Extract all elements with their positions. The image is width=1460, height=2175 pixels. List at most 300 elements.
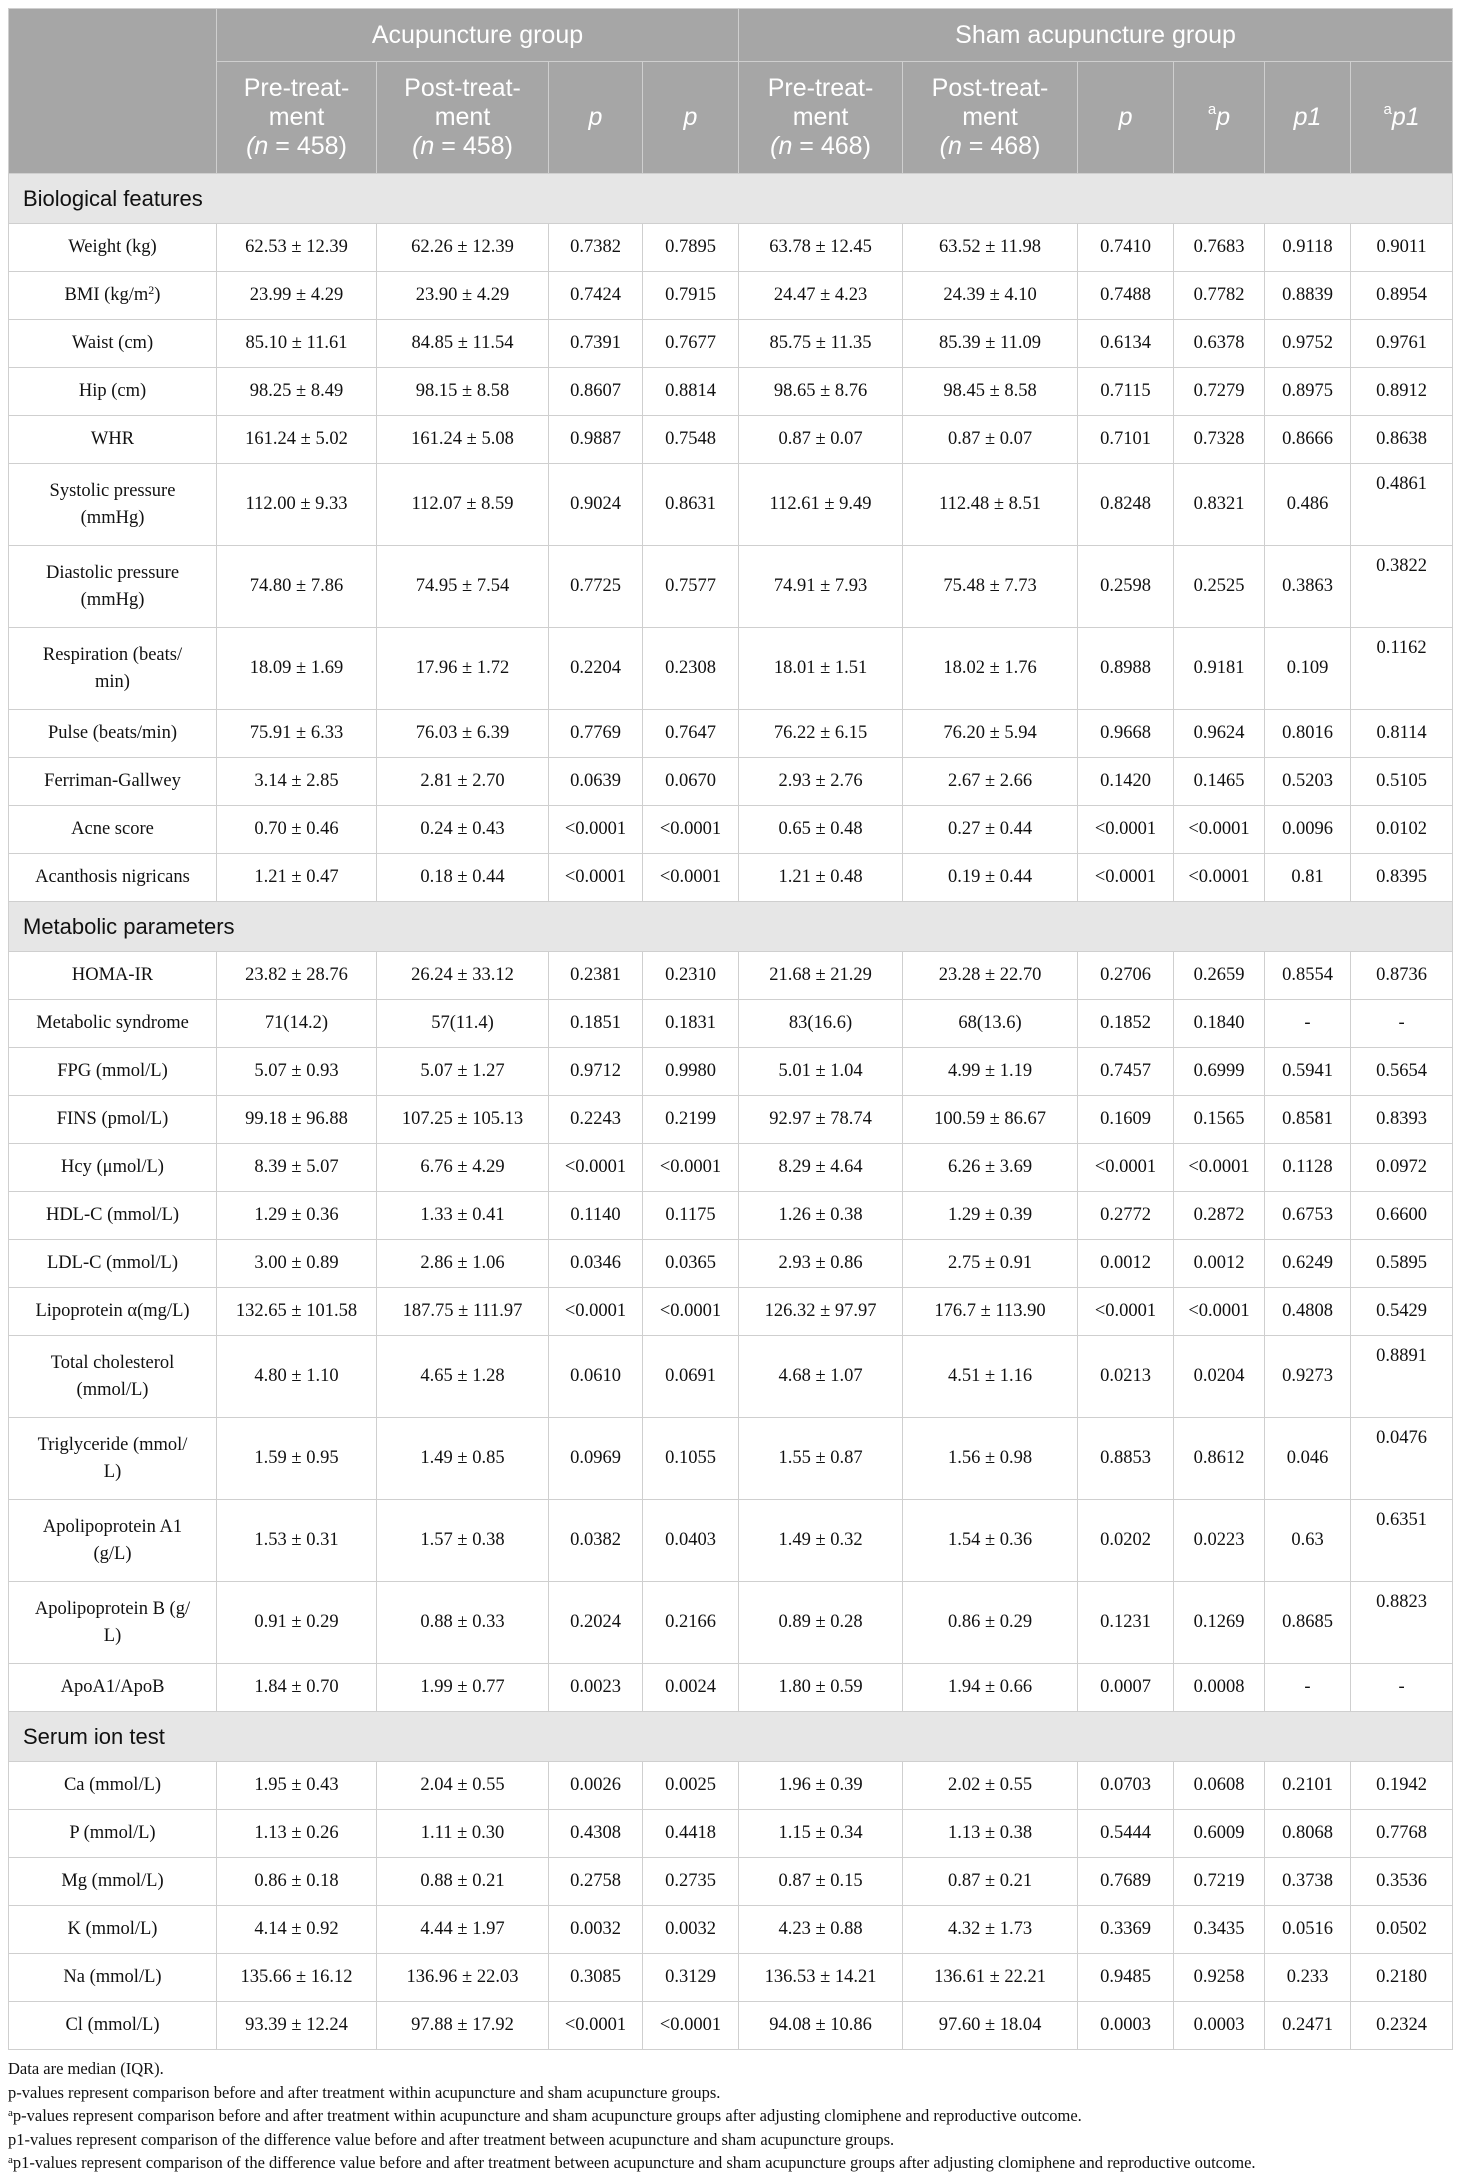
table-row [9,1664,1453,1712]
table-cell: 0.1269 [1174,1582,1265,1664]
col-header-post-acu: Post-treat- ment (n = 458) [377,62,549,174]
table-row [9,758,1453,806]
table-cell: 1.33 ± 0.41 [377,1192,549,1240]
table-cell: 57(11.4) [377,1000,549,1048]
table-cell: 0.5654 [1351,1048,1453,1096]
table-cell: 0.0476 [1351,1418,1453,1500]
table-cell: 1.54 ± 0.36 [903,1500,1078,1582]
table-cell: 0.3822 [1351,546,1453,628]
table-cell: 0.1831 [643,1000,739,1048]
table-body [9,174,1453,2050]
table-cell: 0.9761 [1351,320,1453,368]
table-cell: 24.39 ± 4.10 [903,272,1078,320]
col-header-pre-sham: Pre-treat- ment (n = 468) [739,62,903,174]
table-cell: 0.9181 [1174,628,1265,710]
table-cell: 132.65 ± 101.58 [217,1288,377,1336]
table-cell: 4.23 ± 0.88 [739,1906,903,1954]
table-cell: 1.26 ± 0.38 [739,1192,903,1240]
table-cell: 0.0032 [549,1906,643,1954]
table-cell: 0.0003 [1078,2002,1174,2050]
table-cell: 71(14.2) [217,1000,377,1048]
table-cell: 1.53 ± 0.31 [217,1500,377,1582]
table-cell: 0.2471 [1265,2002,1351,2050]
row-label: Acne score [9,806,217,854]
table-cell: 0.63 [1265,1500,1351,1582]
table-cell: - [1351,1664,1453,1712]
table-cell: 0.1055 [643,1418,739,1500]
table-cell: 76.03 ± 6.39 [377,710,549,758]
table-cell: 4.99 ± 1.19 [903,1048,1078,1096]
table-cell: 0.8321 [1174,464,1265,546]
table-cell: 62.26 ± 12.39 [377,224,549,272]
table-cell: 112.07 ± 8.59 [377,464,549,546]
table-cell: 0.19 ± 0.44 [903,854,1078,902]
table-cell: 0.8607 [549,368,643,416]
table-cell: 85.39 ± 11.09 [903,320,1078,368]
col-header-pre-acu: Pre-treat- ment (n = 458) [217,62,377,174]
table-cell: 97.88 ± 17.92 [377,2002,549,2050]
table-cell: 0.1140 [549,1192,643,1240]
table-cell: 0.9273 [1265,1336,1351,1418]
table-row [9,1810,1453,1858]
row-label: Acanthosis nigricans [9,854,217,902]
table-cell: 0.5429 [1351,1288,1453,1336]
table-cell: 0.5105 [1351,758,1453,806]
table-container [8,8,1452,2175]
table-cell: 0.1231 [1078,1582,1174,1664]
table-cell: 1.29 ± 0.36 [217,1192,377,1240]
table-cell: 75.91 ± 6.33 [217,710,377,758]
table-cell: 0.8891 [1351,1336,1453,1418]
table-cell: 0.5941 [1265,1048,1351,1096]
table-cell: 0.4418 [643,1810,739,1858]
row-label: Ferriman-Gallwey [9,758,217,806]
table-row [9,1582,1453,1664]
table-row [9,628,1453,710]
table-cell: 0.8114 [1351,710,1453,758]
table-row [9,1096,1453,1144]
table-cell: 0.1128 [1265,1144,1351,1192]
row-label: Apolipoprotein B (g/ L) [9,1582,217,1664]
table-cell: 0.046 [1265,1418,1351,1500]
section-title: Biological features [9,174,1453,224]
table-cell: 0.3536 [1351,1858,1453,1906]
table-cell: 0.0032 [643,1906,739,1954]
table-cell: 0.9118 [1265,224,1351,272]
table-cell: 0.6249 [1265,1240,1351,1288]
table-cell: 0.87 ± 0.07 [903,416,1078,464]
table-cell: 5.01 ± 1.04 [739,1048,903,1096]
table-cell: 0.88 ± 0.33 [377,1582,549,1664]
table-cell: 0.9485 [1078,1954,1174,2002]
table-cell: 4.65 ± 1.28 [377,1336,549,1418]
table-row [9,224,1453,272]
table-row [9,1336,1453,1418]
table-cell: 0.7457 [1078,1048,1174,1096]
table-cell: 112.00 ± 9.33 [217,464,377,546]
table-cell: 0.0346 [549,1240,643,1288]
table-cell: 0.9668 [1078,710,1174,758]
table-row [9,1906,1453,1954]
table-cell: <0.0001 [1078,854,1174,902]
table-cell: 0.0382 [549,1500,643,1582]
results-table [8,8,1453,2050]
row-label: Metabolic syndrome [9,1000,217,1048]
table-cell: 1.11 ± 0.30 [377,1810,549,1858]
table-cell: 0.6600 [1351,1192,1453,1240]
table-cell: <0.0001 [643,2002,739,2050]
table-cell: 0.0026 [549,1762,643,1810]
row-label: Triglyceride (mmol/ L) [9,1418,217,1500]
table-cell: <0.0001 [643,854,739,902]
table-cell: 0.2180 [1351,1954,1453,2002]
table-cell: 0.0639 [549,758,643,806]
table-row [9,710,1453,758]
table-cell: 0.9024 [549,464,643,546]
table-cell: 0.3435 [1174,1906,1265,1954]
table-row [9,1048,1453,1096]
table-cell: 99.18 ± 96.88 [217,1096,377,1144]
table-cell: 0.8638 [1351,416,1453,464]
table-cell: 0.2872 [1174,1192,1265,1240]
table-cell: <0.0001 [549,806,643,854]
table-cell: 2.75 ± 0.91 [903,1240,1078,1288]
table-cell: 1.56 ± 0.98 [903,1418,1078,1500]
table-cell: 4.44 ± 1.97 [377,1906,549,1954]
table-cell: 0.9752 [1265,320,1351,368]
table-cell: 176.7 ± 113.90 [903,1288,1078,1336]
table-cell: 85.75 ± 11.35 [739,320,903,368]
section-header-row [9,174,1453,224]
table-cell: 107.25 ± 105.13 [377,1096,549,1144]
table-cell: 0.1840 [1174,1000,1265,1048]
table-cell: 0.0007 [1078,1664,1174,1712]
table-row [9,1500,1453,1582]
table-cell: <0.0001 [643,806,739,854]
footnote: $^a$p1-values represent comparison of the difference value before and after treatment between acupuncture and sham acupuncture groups after adjusting clomiphene and reproductive outcome. [8,2153,1256,2172]
table-cell: 0.8393 [1351,1096,1453,1144]
table-cell: <0.0001 [1174,1288,1265,1336]
table-cell: 0.0403 [643,1500,739,1582]
table-cell: 2.86 ± 1.06 [377,1240,549,1288]
table-cell: 0.1851 [549,1000,643,1048]
table-cell: 0.3369 [1078,1906,1174,1954]
table-cell: 0.8839 [1265,272,1351,320]
col-header-p-sham: p [1078,62,1174,174]
row-label: Na (mmol/L) [9,1954,217,2002]
table-cell: 0.109 [1265,628,1351,710]
row-label: Systolic pressure (mmHg) [9,464,217,546]
table-row [9,1144,1453,1192]
footnote: p1-values represent comparison of the difference value before and after treatment between acupuncture and sham acupuncture groups. [8,2129,895,2149]
table-cell: 0.7424 [549,272,643,320]
table-cell: 0.9712 [549,1048,643,1096]
table-cell: 98.15 ± 8.58 [377,368,549,416]
table-cell: 92.97 ± 78.74 [739,1096,903,1144]
table-cell: 0.7548 [643,416,739,464]
row-label: Weight (kg) [9,224,217,272]
table-cell: 0.2772 [1078,1192,1174,1240]
table-cell: 0.89 ± 0.28 [739,1582,903,1664]
table-cell: 0.3129 [643,1954,739,2002]
table-cell: 0.87 ± 0.07 [739,416,903,464]
table-cell: 93.39 ± 12.24 [217,2002,377,2050]
table-row [9,1762,1453,1810]
header-empty-cell [9,9,217,174]
table-cell: 136.53 ± 14.21 [739,1954,903,2002]
table-cell: 0.8685 [1265,1582,1351,1664]
footnote: $^a$p-values represent comparison before and after treatment within acupuncture and sham acupuncture groups after adjusting clomiphene and reproductive outcome. [8,2106,1082,2125]
table-row [9,952,1453,1000]
table-cell: 0.7219 [1174,1858,1265,1906]
table-cell: 0.6753 [1265,1192,1351,1240]
table-cell: 0.81 [1265,854,1351,902]
table-cell: 94.08 ± 10.86 [739,2002,903,2050]
table-cell: 76.20 ± 5.94 [903,710,1078,758]
table-cell: 0.9258 [1174,1954,1265,2002]
table-cell: <0.0001 [1078,1288,1174,1336]
table-cell: 0.2706 [1078,952,1174,1000]
table-cell: 0.7115 [1078,368,1174,416]
table-cell: 0.0610 [549,1336,643,1418]
table-cell: 0.86 ± 0.29 [903,1582,1078,1664]
row-label: Diastolic pressure (mmHg) [9,546,217,628]
table-cell: 0.6351 [1351,1500,1453,1582]
footnote: p-values represent comparison before and after treatment within acupuncture and sham acupuncture groups. [8,2082,721,2102]
table-cell: 0.7577 [643,546,739,628]
table-cell: 0.7768 [1351,1810,1453,1858]
table-cell: 1.13 ± 0.26 [217,1810,377,1858]
row-label: Hip (cm) [9,368,217,416]
group-header-acupuncture: Acupuncture group [217,9,739,62]
row-label: Pulse (beats/min) [9,710,217,758]
table-cell: 0.8068 [1265,1810,1351,1858]
table-row [9,1192,1453,1240]
table-cell: 0.8612 [1174,1418,1265,1500]
row-label: BMI $(kg/m^2)$ [9,272,217,320]
table-cell: 0.8814 [643,368,739,416]
table-cell: 0.9011 [1351,224,1453,272]
table-cell: 0.5895 [1351,1240,1453,1288]
row-label: LDL-C (mmol/L) [9,1240,217,1288]
row-label: FPG (mmol/L) [9,1048,217,1096]
table-cell: 74.95 ± 7.54 [377,546,549,628]
table-cell: 2.02 ± 0.55 [903,1762,1078,1810]
table-cell: 0.7391 [549,320,643,368]
table-cell: 83(16.6) [739,1000,903,1048]
table-cell: 0.0969 [549,1418,643,1500]
table-cell: 5.07 ± 1.27 [377,1048,549,1096]
table-cell: 4.68 ± 1.07 [739,1336,903,1418]
table-cell: 1.94 ± 0.66 [903,1664,1078,1712]
row-label: P (mmol/L) [9,1810,217,1858]
table-cell: 0.86 ± 0.18 [217,1858,377,1906]
table-cell: 0.1942 [1351,1762,1453,1810]
table-cell: 97.60 ± 18.04 [903,2002,1078,2050]
table-cell: 0.3085 [549,1954,643,2002]
table-cell: 0.1609 [1078,1096,1174,1144]
table-cell: 98.65 ± 8.76 [739,368,903,416]
table-cell: 0.2598 [1078,546,1174,628]
table-cell: 0.8631 [643,464,739,546]
table-cell: 0.7101 [1078,416,1174,464]
table-cell: 17.96 ± 1.72 [377,628,549,710]
section-title: Serum ion test [9,1712,1453,1762]
table-cell: 0.4861 [1351,464,1453,546]
table-cell: 0.8823 [1351,1582,1453,1664]
table-cell: <0.0001 [643,1288,739,1336]
table-cell: 6.76 ± 4.29 [377,1144,549,1192]
table-cell: 0.6999 [1174,1048,1265,1096]
table-cell: 0.2659 [1174,952,1265,1000]
table-cell: 8.29 ± 4.64 [739,1144,903,1192]
table-cell: 0.9624 [1174,710,1265,758]
table-cell: 0.87 ± 0.15 [739,1858,903,1906]
table-cell: 0.8395 [1351,854,1453,902]
table-cell: 161.24 ± 5.02 [217,416,377,464]
table-cell: 0.2308 [643,628,739,710]
table-cell: 0.2101 [1265,1762,1351,1810]
table-cell: 0.2735 [643,1858,739,1906]
table-cell: 2.93 ± 0.86 [739,1240,903,1288]
table-cell: 0.8581 [1265,1096,1351,1144]
table-cell: 0.8912 [1351,368,1453,416]
table-cell: 135.66 ± 16.12 [217,1954,377,2002]
table-cell: 0.2204 [549,628,643,710]
table-cell: 0.1565 [1174,1096,1265,1144]
row-label: WHR [9,416,217,464]
table-row [9,2002,1453,2050]
table-cell: 0.8736 [1351,952,1453,1000]
row-label: HOMA-IR [9,952,217,1000]
table-cell: 8.39 ± 5.07 [217,1144,377,1192]
table-row [9,854,1453,902]
table-cell: 0.8248 [1078,464,1174,546]
table-cell: 1.29 ± 0.39 [903,1192,1078,1240]
col-header-p-acu-2: p [643,62,739,174]
table-cell: 0.9887 [549,416,643,464]
table-footnotes [8,2057,1452,2175]
table-cell: 0.6134 [1078,320,1174,368]
table-cell: 0.2024 [549,1582,643,1664]
table-cell: 0.0691 [643,1336,739,1418]
table-cell: 0.1852 [1078,1000,1174,1048]
table-cell: 1.57 ± 0.38 [377,1500,549,1582]
table-cell: 0.88 ± 0.21 [377,1858,549,1906]
group-header-sham: Sham acupuncture group [739,9,1453,62]
table-row [9,1000,1453,1048]
table-cell: 126.32 ± 97.97 [739,1288,903,1336]
table-cell: 23.28 ± 22.70 [903,952,1078,1000]
table-cell: <0.0001 [1078,806,1174,854]
footnote: Data are median (IQR). [8,2059,164,2078]
table-cell: 0.0096 [1265,806,1351,854]
table-cell: 0.8853 [1078,1418,1174,1500]
row-label: K (mmol/L) [9,1906,217,1954]
table-cell: 0.2243 [549,1096,643,1144]
table-cell: 136.61 ± 22.21 [903,1954,1078,2002]
table-row [9,1288,1453,1336]
table-cell: 0.0972 [1351,1144,1453,1192]
table-cell: <0.0001 [1174,854,1265,902]
table-cell: 0.1465 [1174,758,1265,806]
table-cell: 0.1175 [643,1192,739,1240]
row-label: ApoA1/ApoB [9,1664,217,1712]
table-cell: <0.0001 [549,2002,643,2050]
table-cell: 0.7895 [643,224,739,272]
section-header-row [9,1712,1453,1762]
table-cell: 84.85 ± 11.54 [377,320,549,368]
table-cell: 0.91 ± 0.29 [217,1582,377,1664]
table-cell: 0.2166 [643,1582,739,1664]
table-cell: 0.0365 [643,1240,739,1288]
table-cell: 18.09 ± 1.69 [217,628,377,710]
table-cell: 63.78 ± 12.45 [739,224,903,272]
table-cell: 4.80 ± 1.10 [217,1336,377,1418]
table-cell: 0.0670 [643,758,739,806]
table-cell: 0.4308 [549,1810,643,1858]
table-cell: 112.48 ± 8.51 [903,464,1078,546]
table-cell: 0.5203 [1265,758,1351,806]
table-cell: 0.7382 [549,224,643,272]
table-row [9,464,1453,546]
table-cell: 0.7782 [1174,272,1265,320]
table-cell: 18.02 ± 1.76 [903,628,1078,710]
table-cell: 0.1162 [1351,628,1453,710]
table-cell: 0.9980 [643,1048,739,1096]
table-cell: 0.3738 [1265,1858,1351,1906]
col-header-p-acu: p [549,62,643,174]
table-cell: 0.4808 [1265,1288,1351,1336]
table-row [9,320,1453,368]
table-cell: 0.0703 [1078,1762,1174,1810]
table-cell: 1.49 ± 0.32 [739,1500,903,1582]
table-cell: 100.59 ± 86.67 [903,1096,1078,1144]
table-cell: 0.7279 [1174,368,1265,416]
table-cell: 0.0223 [1174,1500,1265,1582]
table-cell: <0.0001 [1174,1144,1265,1192]
row-label: Hcy (μmol/L) [9,1144,217,1192]
col-header-post-sham: Post-treat- ment (n = 468) [903,62,1078,174]
table-cell: 0.18 ± 0.44 [377,854,549,902]
col-header-ap-sham: $^a$p [1174,62,1265,174]
table-cell: 0.6378 [1174,320,1265,368]
table-cell: 0.24 ± 0.43 [377,806,549,854]
table-cell: 0.0012 [1078,1240,1174,1288]
row-label: Respiration (beats/ min) [9,628,217,710]
table-cell: 112.61 ± 9.49 [739,464,903,546]
table-cell: 3.00 ± 0.89 [217,1240,377,1288]
table-cell: 1.49 ± 0.85 [377,1418,549,1500]
table-cell: 0.1420 [1078,758,1174,806]
table-cell: 1.84 ± 0.70 [217,1664,377,1712]
table-cell: 0.0012 [1174,1240,1265,1288]
table-cell: 23.99 ± 4.29 [217,272,377,320]
table-cell: 0.6009 [1174,1810,1265,1858]
table-cell: <0.0001 [643,1144,739,1192]
table-cell: 26.24 ± 33.12 [377,952,549,1000]
table-cell: 0.2199 [643,1096,739,1144]
table-cell: 85.10 ± 11.61 [217,320,377,368]
row-label: Apolipoprotein A1 (g/L) [9,1500,217,1582]
table-cell: 5.07 ± 0.93 [217,1048,377,1096]
table-cell: 3.14 ± 2.85 [217,758,377,806]
table-cell: 0.0516 [1265,1906,1351,1954]
table-cell: 0.0202 [1078,1500,1174,1582]
table-row [9,1240,1453,1288]
row-label: Mg (mmol/L) [9,1858,217,1906]
table-cell: 0.7488 [1078,272,1174,320]
